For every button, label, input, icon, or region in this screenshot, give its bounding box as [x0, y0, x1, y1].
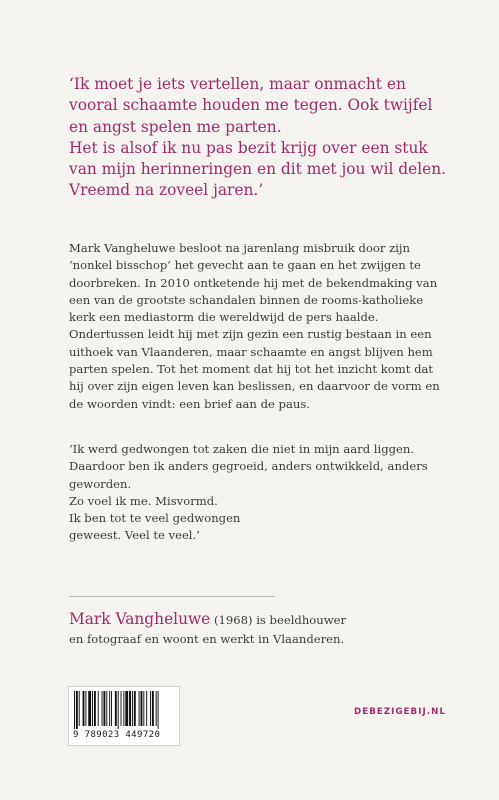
barcode-bar	[76, 691, 78, 729]
barcode-bar	[74, 691, 75, 729]
barcode-bar	[143, 691, 144, 726]
barcode-bar	[156, 691, 157, 726]
isbn-barcode	[68, 686, 180, 746]
barcode-bar	[134, 691, 136, 726]
barcode-bar	[132, 691, 133, 726]
section-divider	[69, 596, 275, 597]
publisher-url: DEBEZIGEBIJ.NL	[354, 707, 447, 717]
description-line: parten spelen. Tot het moment dat hij tot het inzicht komt dat	[69, 362, 434, 377]
barcode-bar	[109, 691, 110, 726]
back-cover-quote	[69, 74, 489, 202]
quote-line: ‘Ik moet je iets vertellen, maar onmacht en	[69, 75, 406, 93]
barcode-bar	[88, 691, 91, 726]
barcode-bar	[94, 691, 96, 726]
barcode-bar	[123, 691, 124, 726]
quote-line: en angst spelen me parten.	[69, 117, 282, 136]
second-quote-line: Zo voel ik me. Misvormd.	[69, 493, 218, 508]
description-line: Mark Vangheluwe besloot na jarenlang misbruik door zijn	[69, 241, 410, 255]
barcode-bar	[129, 691, 131, 726]
quote-line: vooral schaamte houden me tegen. Ook twijfel	[69, 96, 433, 115]
barcode-bar	[83, 691, 85, 726]
barcode-bar	[121, 691, 122, 726]
author-name: Mark Vangheluwe	[69, 610, 211, 628]
barcode-bar	[106, 691, 107, 726]
quote-line: Vreemd na zoveel jaren.’	[69, 181, 264, 200]
description-line: een van de grootste schandalen binnen de rooms-katholieke	[69, 292, 424, 307]
barcode-bar	[150, 691, 151, 726]
second-quote-line: geworden.	[69, 476, 132, 491]
second-quote-line: Ik ben tot te veel gedwongen	[69, 511, 241, 526]
second-quote-line: geweest. Veel te veel.’	[69, 528, 200, 543]
barcode-bar	[92, 691, 93, 726]
description-line: uithoek van Vlaanderen, maar schaamte en angst blijven hem	[69, 344, 433, 359]
barcode-bar	[118, 691, 119, 729]
barcode-bar	[111, 691, 112, 726]
barcode-bar	[146, 691, 147, 726]
barcode-bars	[74, 691, 174, 729]
barcode-bar	[85, 691, 86, 726]
isbn-number: 9 789023 449720	[73, 730, 161, 740]
second-quote-line: ‘Ik werd gedwongen tot zaken die niet in mijn aard liggen.	[69, 442, 415, 456]
author-bio	[69, 610, 489, 649]
barcode-bar	[115, 691, 117, 726]
barcode-bar	[79, 691, 80, 726]
second-quote-line: Daardoor ben ik anders gegroeid, anders ontwikkeld, anders	[69, 459, 428, 474]
description-line: de woorden vindt: een brief aan de paus.	[69, 396, 310, 411]
description-line: hij over zijn eigen leven kan beslissen, en daarvoor de vorm en	[69, 379, 440, 394]
barcode-bar	[103, 691, 105, 726]
barcode-bar	[98, 691, 99, 726]
author-bio-rest: (1968) is beeldhouwer	[210, 613, 347, 627]
description-line: Ondertussen leidt hij met zijn gezin een rustig bestaan in een	[69, 327, 432, 342]
description-line: ‘nonkel bisschop’ het gevecht aan te gaan en het zwijgen te	[69, 258, 421, 273]
barcode-bar	[158, 691, 159, 729]
barcode-bar	[152, 691, 154, 726]
second-quote	[69, 441, 489, 545]
barcode-bar	[141, 691, 143, 726]
author-bio-line-1	[69, 610, 489, 630]
quote-line: van mijn herinneringen en dit met jou wil delen.	[69, 160, 447, 179]
description-line: doorbreken. In 2010 ontketende hij met de bekendmaking van	[69, 275, 438, 290]
barcode-bar	[139, 691, 140, 726]
description-line: kerk een mediastorm die wereldwijd de pers haalde.	[69, 310, 379, 325]
barcode-bar	[102, 691, 103, 726]
barcode-bar	[125, 691, 128, 726]
author-bio-line-2: en fotograaf en woont en werkt in Vlaanderen.	[69, 632, 345, 646]
book-description	[69, 240, 489, 413]
quote-line: Het is alsof ik nu pas bezit krijg over een stuk	[69, 138, 428, 157]
